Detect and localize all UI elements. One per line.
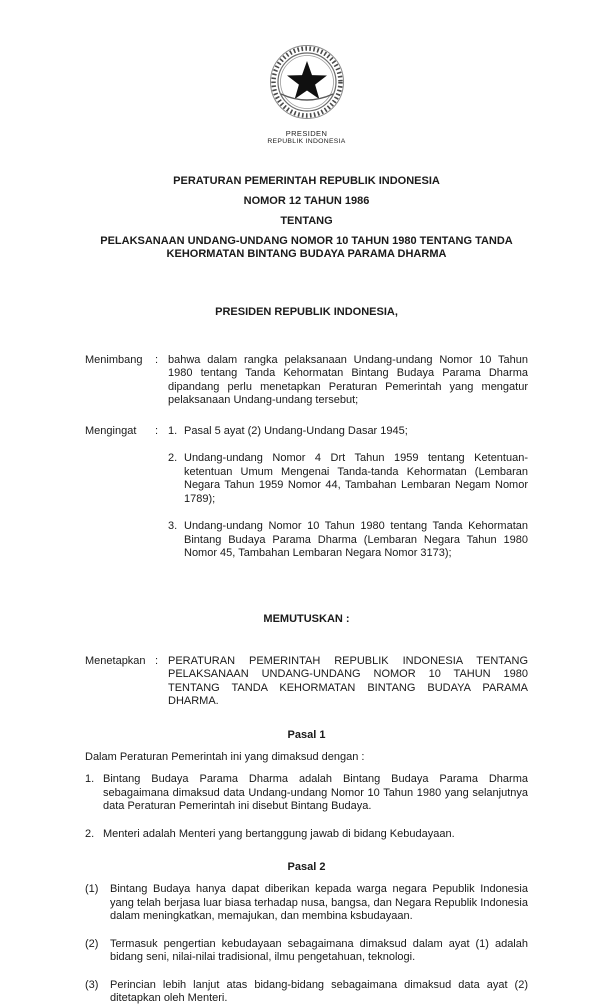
mengingat-item-text: Undang-undang Nomor 4 Drt Tahun 1959 tentang Ketentuan-ketentuan Umum Mengenai Tanda-tanda Kehormatan (Lembaran Negara Tahun 1959 Nomor 44, Tambahan Lembaran Negam Nomor 1789); bbox=[184, 452, 528, 505]
pasal-1-item bbox=[85, 773, 528, 814]
mengingat-item-number: 3. bbox=[168, 520, 178, 533]
pasal-2-item-number: (3) bbox=[85, 978, 99, 991]
pasal-1-section bbox=[85, 729, 528, 842]
mengingat-label: Mengingat bbox=[85, 424, 137, 437]
pasal-2-item bbox=[85, 979, 528, 1006]
letterhead-presiden: PRESIDEN bbox=[285, 129, 328, 138]
pasal-1-item-text: Menteri adalah Menteri yang bertanggung jawab di bidang Kebudayaan. bbox=[103, 827, 455, 840]
pasal-1-item-number: 1. bbox=[85, 773, 95, 786]
pasal-1-item-number: 2. bbox=[85, 827, 95, 840]
menetapkan-section bbox=[85, 655, 528, 709]
mengingat-item-number: 2. bbox=[168, 452, 178, 465]
pasal-1-item bbox=[85, 828, 528, 842]
mengingat-item-text: Undang-undang Nomor 10 Tahun 1980 tentang Tanda Kehormatan Bintang Budaya Parama Dharma (Lembaran Negara Tahun 1980 Nomor 45, Tambahan Lembaran Negara Nomor 3173); bbox=[184, 520, 528, 560]
menetapkan-colon: : bbox=[155, 654, 159, 667]
pasal-1-intro: Dalam Peraturan Pemerintah ini yang dimaksud dengan : bbox=[85, 750, 365, 763]
mengingat-item-number: 1. bbox=[168, 424, 178, 437]
pasal-2-item-text: Bintang Budaya hanya dapat diberikan kepada warga negara Pepublik Indonesia yang telah berjasa luar biasa terhadap nusa, bangsa, dan Negara Republik Indonesia dalam meningkatkan, memajukan, dan membina ksbudayaan. bbox=[110, 883, 528, 923]
presidential-star-emblem-icon bbox=[267, 109, 347, 126]
pasal-2-item-number: (2) bbox=[85, 937, 99, 950]
menimbang-text: bahwa dalam rangka pelaksanaan Undang-undang Nomor 10 Tahun 1980 tentang Tanda Kehormatan Bintang Budaya Parama Dharma dipandang perlu menetapkan Peraturan Pemerintah yang mengatur pelaksanaan Undang-undang tersebut; bbox=[168, 353, 528, 407]
pasal-2-heading: Pasal 2 bbox=[287, 861, 326, 874]
mengingat-item bbox=[168, 452, 528, 506]
menimbang-label: Menimbang bbox=[85, 353, 143, 366]
menimbang-section bbox=[85, 354, 528, 408]
pasal-2-section bbox=[85, 861, 528, 1006]
mengingat-section bbox=[85, 425, 528, 561]
letterhead bbox=[85, 129, 528, 147]
mengingat-item bbox=[168, 520, 528, 561]
memutuskan-heading: MEMUTUSKAN : bbox=[263, 612, 350, 625]
pasal-2-item-number: (1) bbox=[85, 883, 99, 896]
pasal-2-item bbox=[85, 938, 528, 965]
title-line-4: PELAKSANAAN UNDANG-UNDANG NOMOR 10 TAHUN 1980 TENTANG TANDA KEHORMATAN BINTANG BUDAYA PARAMA DHARMA bbox=[100, 234, 513, 260]
mengingat-colon: : bbox=[155, 424, 159, 437]
title-line-3: TENTANG bbox=[280, 214, 333, 227]
pasal-1-item-text: Bintang Budaya Parama Dharma adalah Bintang Budaya Parama Dharma sebagaimana dimaksud data Undang-undang Nomor 10 Tahun 1980 yang selanjutnya data Peraturan Pemerintah ini disebut Bintang Budaya. bbox=[103, 773, 528, 813]
mengingat-list bbox=[168, 425, 528, 561]
pasal-2-item bbox=[85, 883, 528, 924]
salutation: PRESIDEN REPUBLIK INDONESIA, bbox=[215, 305, 398, 318]
title-line-1: PERATURAN PEMERINTAH REPUBLIK INDONESIA bbox=[173, 174, 440, 187]
pasal-1-list bbox=[85, 773, 528, 841]
title-block bbox=[85, 175, 528, 261]
menimbang-colon: : bbox=[155, 353, 159, 366]
pasal-2-item-text: Perincian lebih lanjut atas bidang-bidang sebagaimana dimaksud data ayat (2) ditetapkan oleh Menteri. bbox=[110, 978, 528, 1005]
emblem-container bbox=[85, 42, 528, 127]
title-line-2: NOMOR 12 TAHUN 1986 bbox=[243, 194, 370, 207]
pasal-2-list bbox=[85, 883, 528, 1006]
letterhead-republik: REPUBLIK INDONESIA bbox=[267, 138, 346, 146]
pasal-1-heading: Pasal 1 bbox=[287, 728, 326, 741]
mengingat-item-text: Pasal 5 ayat (2) Undang-Undang Dasar 1945; bbox=[184, 424, 408, 437]
menetapkan-text: PERATURAN PEMERINTAH REPUBLIK INDONESIA TENTANG PELAKSANAAN UNDANG-UNDANG NOMOR 10 TAHUN 1980 TENTANG TANDA KEHORMATAN BINTANG BUDAYA PARAMA DHARMA. bbox=[168, 654, 528, 708]
menetapkan-label: Menetapkan bbox=[85, 654, 146, 667]
pasal-2-item-text: Termasuk pengertian kebudayaan sebagaimana dimaksud dalam ayat (1) adalah bidang seni, nilai-nilai tradisional, ilmu pengetahuan, teknologi. bbox=[110, 937, 528, 964]
mengingat-item bbox=[168, 425, 528, 439]
